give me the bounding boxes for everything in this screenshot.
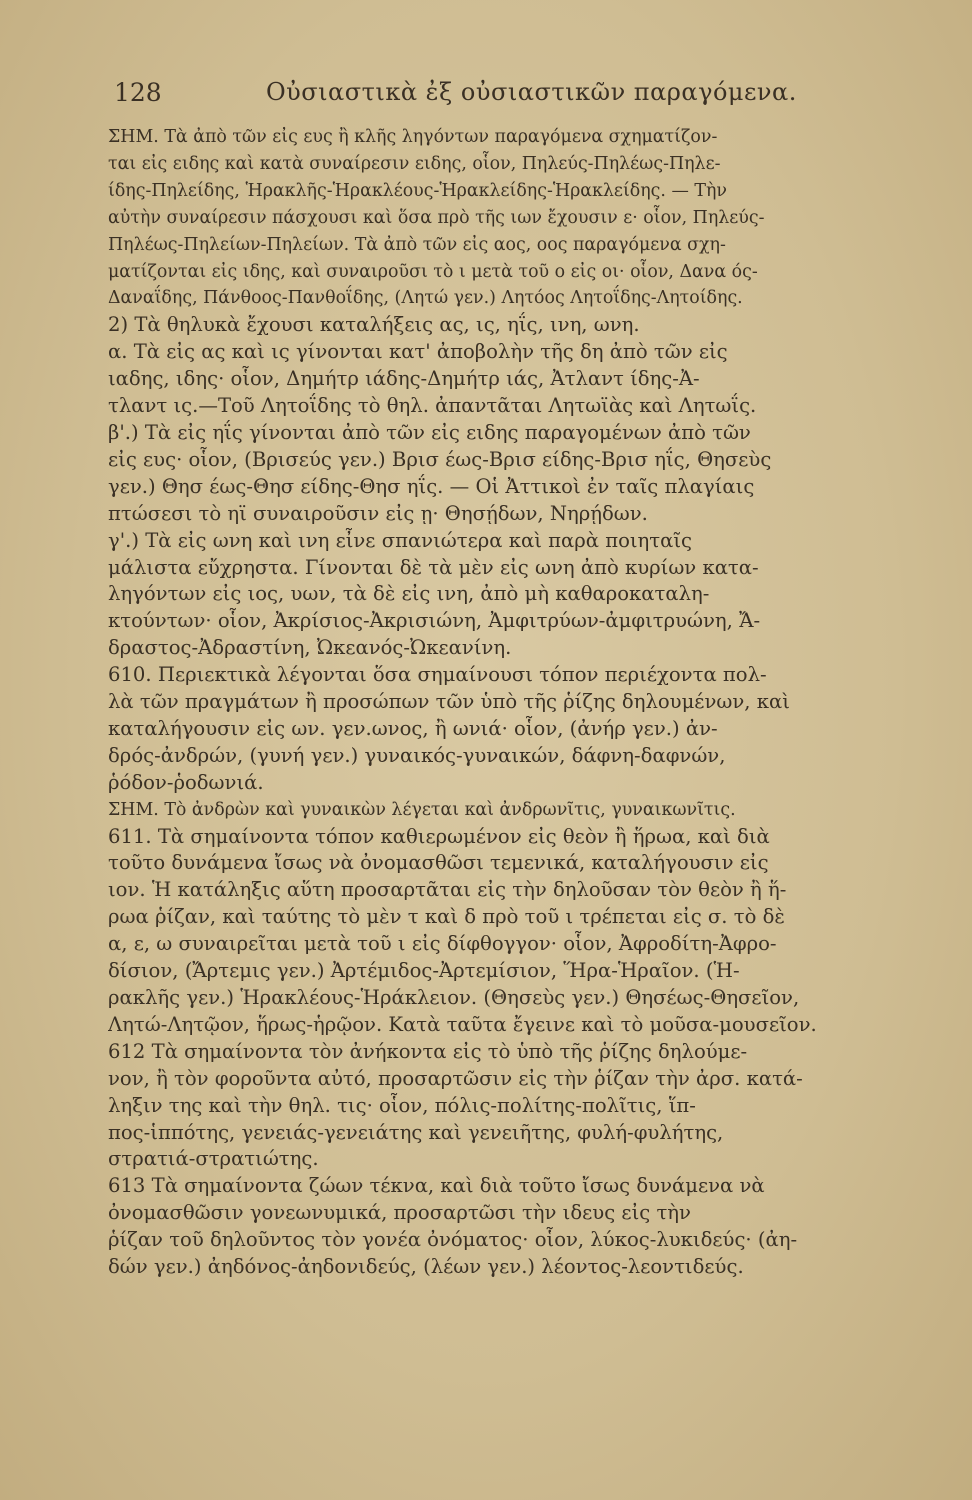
text-line: ὀνομασθῶσιν γονεωνυμικά, προσαρτῶσι τὴν ιδευς εἰς τὴν — [108, 1201, 691, 1225]
running-title: Οὐσιαστικὰ ἐξ οὐσιαστικῶν παραγόμενα. — [266, 78, 797, 106]
text-line: ιον. Ἡ κατάληξις αὕτη προσαρτᾶται εἰς τὴν δηλοῦσαν τὸν θεὸν ἢ ἥ- — [108, 878, 787, 902]
text-line: αὐτὴν συναίρεσιν πάσχουσι καὶ ὅσα πρὸ τῆς ιων ἔχουσιν ε· οἷον, Πηλεύς- — [108, 207, 765, 228]
text-line: δραστος-Ἀδραστίνη, Ὠκεανός-Ὠκεανίνη. — [108, 636, 512, 660]
text-line: Δαναΐδης, Πάνθοος-Πανθοΐδης, (Λητώ γεν.) Λητόος Λητοΐδης-Λητοίδης. — [108, 288, 743, 309]
page-number: 128 — [114, 78, 162, 107]
text-line: ΣΗΜ. Τὸ ἀνδρὼν καὶ γυναικὼν λέγεται καὶ ἀνδρωνῖτις, γυναικωνῖτις. — [108, 799, 736, 820]
text-line: καταλήγουσιν εἰς ων. γεν.ωνος, ἢ ωνιά· οἷον, (ἀνήρ γεν.) ἀν- — [108, 716, 718, 740]
text-line: ΣΗΜ. Τὰ ἀπὸ τῶν εἰς ευς ἢ κλῆς ληγόντων παραγόμενα σχηματίζον- — [108, 127, 718, 147]
text-line: κτούντων· οἷον, Ἀκρίσιος-Ἀκρισιώνη, Ἀμφιτρύων-ἀμφιτρυώνη, Ἄ- — [108, 609, 761, 633]
text-line: ται εἰς ειδης καὶ κατὰ συναίρεσιν ειδης, οἷον, Πηλεύς-Πηλέως-Πηλε- — [108, 153, 721, 174]
text-line: ρακλῆς γεν.) Ἡρακλέους-Ἡράκλειον. (Θησεὺς γεν.) Θησέως-Θησεῖον, — [108, 986, 800, 1009]
text-line: ληγόντων εἰς ιος, υων, τὰ δὲ εἰς ινη, ἀπὸ μὴ καθαροκαταλη- — [108, 582, 710, 606]
text-line: λὰ τῶν πραγμάτων ἢ προσώπων τῶν ὑπὸ τῆς ῥίζης δηλουμένων, καὶ — [108, 690, 790, 714]
text-line: ρωα ῥίζαν, καὶ ταύτης τὸ μὲν τ καὶ δ πρὸ τοῦ ι τρέπεται εἰς σ. τὸ δὲ — [108, 905, 785, 929]
text-line: ῥίζαν τοῦ δηλοῦντος τὸν γονέα ὀνόματος· οἷον, λύκος-λυκιδεύς· (ἀη- — [108, 1228, 798, 1252]
text-line: ληξιν της καὶ τὴν θηλ. τις· οἷον, πόλις-πολίτης-πολῖτις, ἵπ- — [108, 1093, 696, 1117]
text-line: α, ε, ω συναιρεῖται μετὰ τοῦ ι εἰς δίφθογγον· οἷον, Ἀφροδίτη-Ἀφρο- — [108, 932, 777, 956]
text-line: ματίζονται εἰς ιδης, καὶ συναιροῦσι τὸ ι μετὰ τοῦ ο εἰς οι· οἷον, Δανα ός- — [108, 261, 758, 282]
text-line: δρός-ἀνδρών, (γυνή γεν.) γυναικός-γυναικών, δάφνη-δαφνών, — [108, 743, 726, 767]
text-line: Πηλέως-Πηλείων-Πηλείων. Τὰ ἀπὸ τῶν εἰς αος, οος παραγόμενα σχη- — [108, 234, 726, 255]
text-line: τλαντ ις.—Τοῦ Λητοΐδης τὸ θηλ. ἀπαντᾶται Λητωϊὰς καὶ Λητωΐς. — [108, 394, 757, 418]
text-line: α. Τὰ εἰς ας καὶ ις γίνονται κατ' ἀποβολὴν τῆς δη ἀπὸ τῶν εἰς — [108, 340, 728, 364]
text-line: στρατιά-στρατιώτης. — [108, 1147, 319, 1171]
text-line: ῥόδον-ῥοδωνιά. — [108, 770, 264, 794]
text-line: νον, ἢ τὸν φοροῦντα αὐτό, προσαρτῶσιν εἰς τὴν ῥίζαν τὴν ἀρσ. κατά- — [108, 1066, 803, 1090]
text-line: ιαδης, ιδης· οἷον, Δημήτρ ιάδης-Δημήτρ ιάς, Ἀτλαντ ίδης-Ἀ- — [108, 367, 700, 391]
text-line: 610. Περιεκτικὰ λέγονται ὅσα σημαίνουσι τόπον περιέχοντα πολ- — [108, 663, 767, 687]
text-line: 2) Τὰ θηλυκὰ ἔχουσι καταλήξεις ας, ις, ηΐς, ινη, ωνη. — [108, 313, 640, 337]
text-line: πτώσεσι τὸ ηϊ συναιροῦσιν εἰς ῃ· Θησῄδων, Νηρῄδων. — [108, 501, 648, 525]
text-line: μάλιστα εὔχρηστα. Γίνονται δὲ τὰ μὲν εἰς ωνη ἀπὸ κυρίων κατα- — [108, 555, 759, 579]
text-line: 613 Τὰ σημαίνοντα ζώων τέκνα, καὶ διὰ τοῦτο ἴσως δυνάμενα νὰ — [108, 1174, 765, 1198]
text-line: ίδης-Πηλείδης, Ἡρακλῆς-Ἡρακλέους-Ἡρακλείδης-Ἡρακλείδης. — Τὴν — [108, 180, 727, 201]
body-text — [108, 124, 902, 1281]
text-line: δών γεν.) ἀηδόνος-ἀηδονιδεύς, (λέων γεν.) λέοντος-λεοντιδεύς. — [108, 1255, 744, 1279]
text-line: γεν.) Θησ έως-Θησ είδης-Θησ ηΐς. — Οἱ Ἀττικοὶ ἐν ταῖς πλαγίαις — [108, 474, 755, 498]
text-line: Λητώ-Λητῷον, ἥρως-ἡρῷον. Κατὰ ταῦτα ἔγεινε καὶ τὸ μοῦσα-μουσεῖον. — [108, 1012, 817, 1036]
text-line: πος-ἱππότης, γενειάς-γενειάτης καὶ γενειῆτης, φυλή-φυλήτης, — [108, 1120, 724, 1144]
text-line: τοῦτο δυνάμενα ἴσως νὰ ὀνομασθῶσι τεμενικά, καταλήγουσιν εἰς — [108, 851, 769, 875]
text-line: γ'.) Τὰ εἰς ωνη καὶ ινη εἶνε σπανιώτερα καὶ παρὰ ποιηταῖς — [108, 528, 693, 552]
text-line: δίσιον, (Ἄρτεμις γεν.) Ἀρτέμιδος-Ἀρτεμίσιον, Ἥρα-Ἡραῖον. (Ἡ- — [108, 959, 740, 983]
text-line: εἰς ευς· οἷον, (Βρισεύς γεν.) Βρισ έως-Βρισ είδης-Βρισ ηΐς, Θησεὺς — [108, 447, 772, 471]
text-line: 611. Τὰ σημαίνοντα τόπον καθιερωμένον εἰς θεὸν ἢ ἥρωα, καὶ διὰ — [108, 824, 770, 848]
text-line: β'.) Τὰ εἰς ηΐς γίνονται ἀπὸ τῶν εἰς ειδης παραγομένων ἀπὸ τῶν — [108, 420, 751, 444]
text-line: 612 Τὰ σημαίνοντα τὸν ἀνήκοντα εἰς τὸ ὑπὸ τῆς ῥίζης δηλούμε- — [108, 1039, 748, 1063]
running-head — [108, 78, 902, 118]
